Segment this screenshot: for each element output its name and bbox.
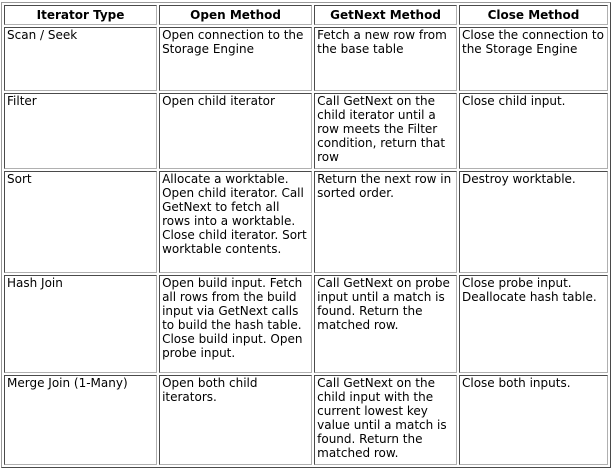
cell-text: Open both child iterators. [162, 376, 258, 404]
open-method-cell [159, 93, 312, 169]
cell-text: Scan / Seek [7, 28, 78, 42]
close-method-cell [459, 275, 608, 373]
table-row [4, 275, 608, 373]
table-row [4, 27, 608, 91]
table-header-row [4, 5, 608, 25]
cell-text: Allocate a worktable. Open child iterator. Call GetNext to fetch all rows into a worktable. Close child iterator. Sort worktable contents. [162, 172, 307, 256]
open-method-cell [159, 27, 312, 91]
cell-text: Hash Join [7, 276, 63, 290]
cell-text: Call GetNext on the child iterator until a row meets the Filter condition, return that row [317, 94, 446, 164]
getnext-method-cell [314, 27, 457, 91]
cell-text: Open connection to the Storage Engine [162, 28, 304, 56]
close-method-cell [459, 93, 608, 169]
cell-text: Destroy worktable. [461, 172, 576, 186]
cell-text: Open child iterator [162, 94, 275, 108]
close-method-cell [459, 375, 608, 465]
getnext-method-cell [314, 171, 457, 273]
header-iterator-type: Iterator Type [4, 5, 157, 25]
header-open-method: Open Method [159, 5, 312, 25]
table-row [4, 375, 608, 465]
close-method-cell [459, 171, 608, 273]
cell-text: Call GetNext on probe input until a match is found. Return the matched row. [317, 276, 450, 332]
cell-text: Close probe input. Deallocate hash table. [461, 276, 597, 304]
header-getnext-method: GetNext Method [314, 5, 457, 25]
iterator-methods-table [1, 2, 611, 468]
cell-text: Close child input. [461, 94, 566, 108]
iterator-type-cell [4, 375, 157, 465]
getnext-method-cell [314, 275, 457, 373]
open-method-cell [159, 375, 312, 465]
cell-text: Fetch a new row from the base table [317, 28, 447, 56]
getnext-method-cell [314, 375, 457, 465]
header-close-method: Close Method [459, 5, 608, 25]
cell-text: Sort [7, 172, 32, 186]
open-method-cell [159, 275, 312, 373]
open-method-cell [159, 171, 312, 273]
getnext-method-cell [314, 93, 457, 169]
cell-text: Open build input. Fetch all rows from the build input via GetNext calls to build the hash table. Close build input. Open probe input. [162, 276, 303, 360]
table-row [4, 171, 608, 273]
close-method-cell [459, 27, 608, 91]
cell-text: Close the connection to the Storage Engine [461, 28, 604, 56]
iterator-type-cell [4, 93, 157, 169]
table-row [4, 93, 608, 169]
cell-text: Merge Join (1-Many) [7, 376, 128, 390]
cell-text: Filter [7, 94, 37, 108]
cell-text: Close both inputs. [461, 376, 571, 390]
iterator-type-cell [4, 27, 157, 91]
iterator-type-cell [4, 171, 157, 273]
cell-text: Call GetNext on the child input with the current lowest key value until a match is found. Return the matched row. [317, 376, 447, 460]
iterator-type-cell [4, 275, 157, 373]
cell-text: Return the next row in sorted order. [317, 172, 452, 200]
